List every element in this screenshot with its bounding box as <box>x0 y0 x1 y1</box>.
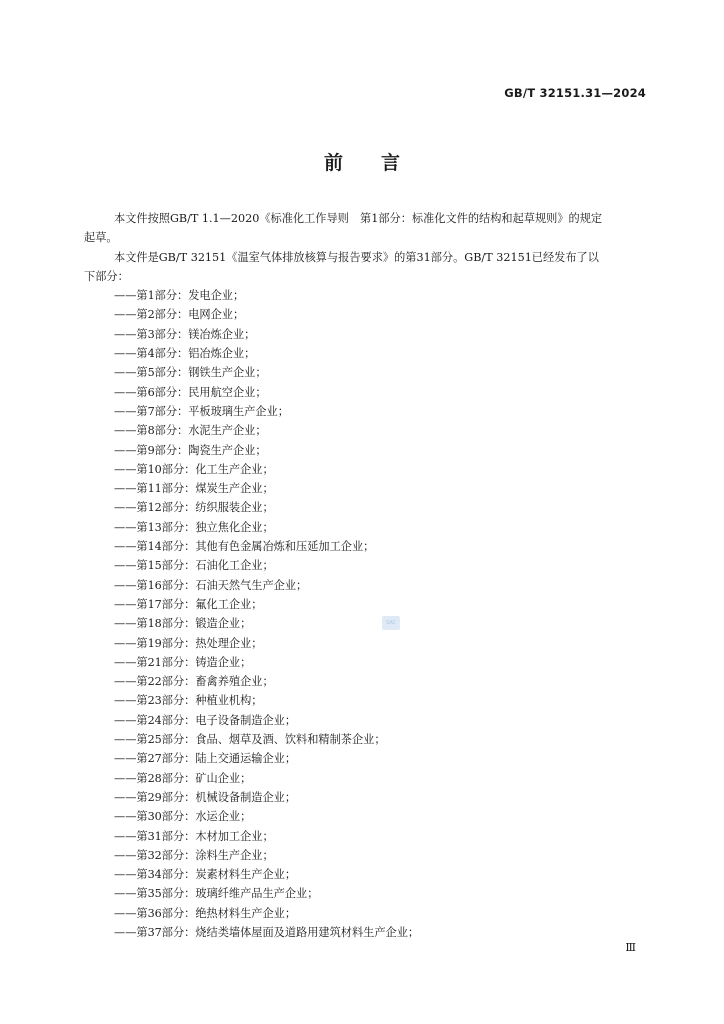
list-item: ——第8部分：水泥生产企业； <box>114 424 267 438</box>
list-item: ——第9部分：陶瓷生产企业； <box>114 443 267 457</box>
list-item: ——第37部分：烧结类墙体屋面及道路用建筑材料生产企业； <box>114 925 420 939</box>
list-item: ——第31部分：木材加工企业； <box>114 829 274 843</box>
paragraph-line: 本文件是GB/T 32151《温室气体排放核算与报告要求》的第31部分。GB/T 32151已经发布了以 <box>114 250 599 264</box>
paragraph-line: 下部分： <box>84 269 129 283</box>
list-item: ——第16部分：石油天然气生产企业； <box>114 578 308 592</box>
list-item: ——第28部分：矿山企业； <box>114 771 252 785</box>
sac-watermark-logo: SAC <box>382 616 400 630</box>
list-item: ——第30部分：水运企业； <box>114 810 252 824</box>
list-item: ——第36部分：绝热材料生产企业； <box>114 906 297 920</box>
list-item: ——第1部分：发电企业； <box>114 289 245 303</box>
list-item: ——第2部分：电网企业； <box>114 308 245 322</box>
published-parts-list <box>114 286 646 942</box>
list-item: ——第27部分：陆上交通运输企业； <box>114 752 297 766</box>
list-item: ——第22部分：畜禽养殖企业； <box>114 675 274 689</box>
list-item: ——第10部分：化工生产企业； <box>114 462 274 476</box>
list-item: ——第3部分：镁冶炼企业； <box>114 327 256 341</box>
list-item: ——第23部分：种植业机构； <box>114 694 263 708</box>
list-item: ——第17部分：氟化工企业； <box>114 597 263 611</box>
list-item: ——第21部分：铸造企业； <box>114 655 252 669</box>
paragraph-line: 起草。 <box>84 231 118 245</box>
paragraph-series-intro <box>84 248 646 287</box>
list-item: ——第4部分：铝冶炼企业； <box>114 347 256 361</box>
list-item: ——第5部分：钢铁生产企业； <box>114 366 267 380</box>
paragraph-drafting-rules <box>84 209 646 248</box>
list-item: ——第19部分：热处理企业； <box>114 636 263 650</box>
page-number: Ⅲ <box>625 941 636 954</box>
list-item: ——第25部分：食品、烟草及酒、饮料和精制茶企业； <box>114 733 386 747</box>
list-item: ——第34部分：炭素材料生产企业； <box>114 868 297 882</box>
standard-code-header: GB/T 32151.31—2024 <box>504 86 646 100</box>
list-item: ——第32部分：涂料生产企业； <box>114 848 274 862</box>
list-item: ——第35部分：玻璃纤维产品生产企业； <box>114 887 319 901</box>
page-title: 前言 <box>323 152 438 174</box>
paragraph-line: 本文件按照GB/T 1.1—2020《标准化工作导则 第1部分：标准化文件的结构和起草规则》的规定 <box>114 212 603 225</box>
list-item: ——第18部分：锻造企业； <box>114 617 252 631</box>
list-item: ——第29部分：机械设备制造企业； <box>114 790 297 804</box>
list-item: ——第6部分：民用航空企业； <box>114 385 267 399</box>
list-item: ——第12部分：纺织服装企业； <box>114 501 274 515</box>
list-item: ——第15部分：石油化工企业； <box>114 559 274 573</box>
list-item: ——第7部分：平板玻璃生产企业； <box>114 404 289 418</box>
list-item: ——第14部分：其他有色金属冶炼和压延加工企业； <box>114 540 375 554</box>
body-text <box>84 209 646 942</box>
list-item: ——第24部分：电子设备制造企业； <box>114 713 297 727</box>
list-item: ——第11部分：煤炭生产企业； <box>114 482 274 496</box>
list-item: ——第13部分：独立焦化企业； <box>114 520 274 534</box>
